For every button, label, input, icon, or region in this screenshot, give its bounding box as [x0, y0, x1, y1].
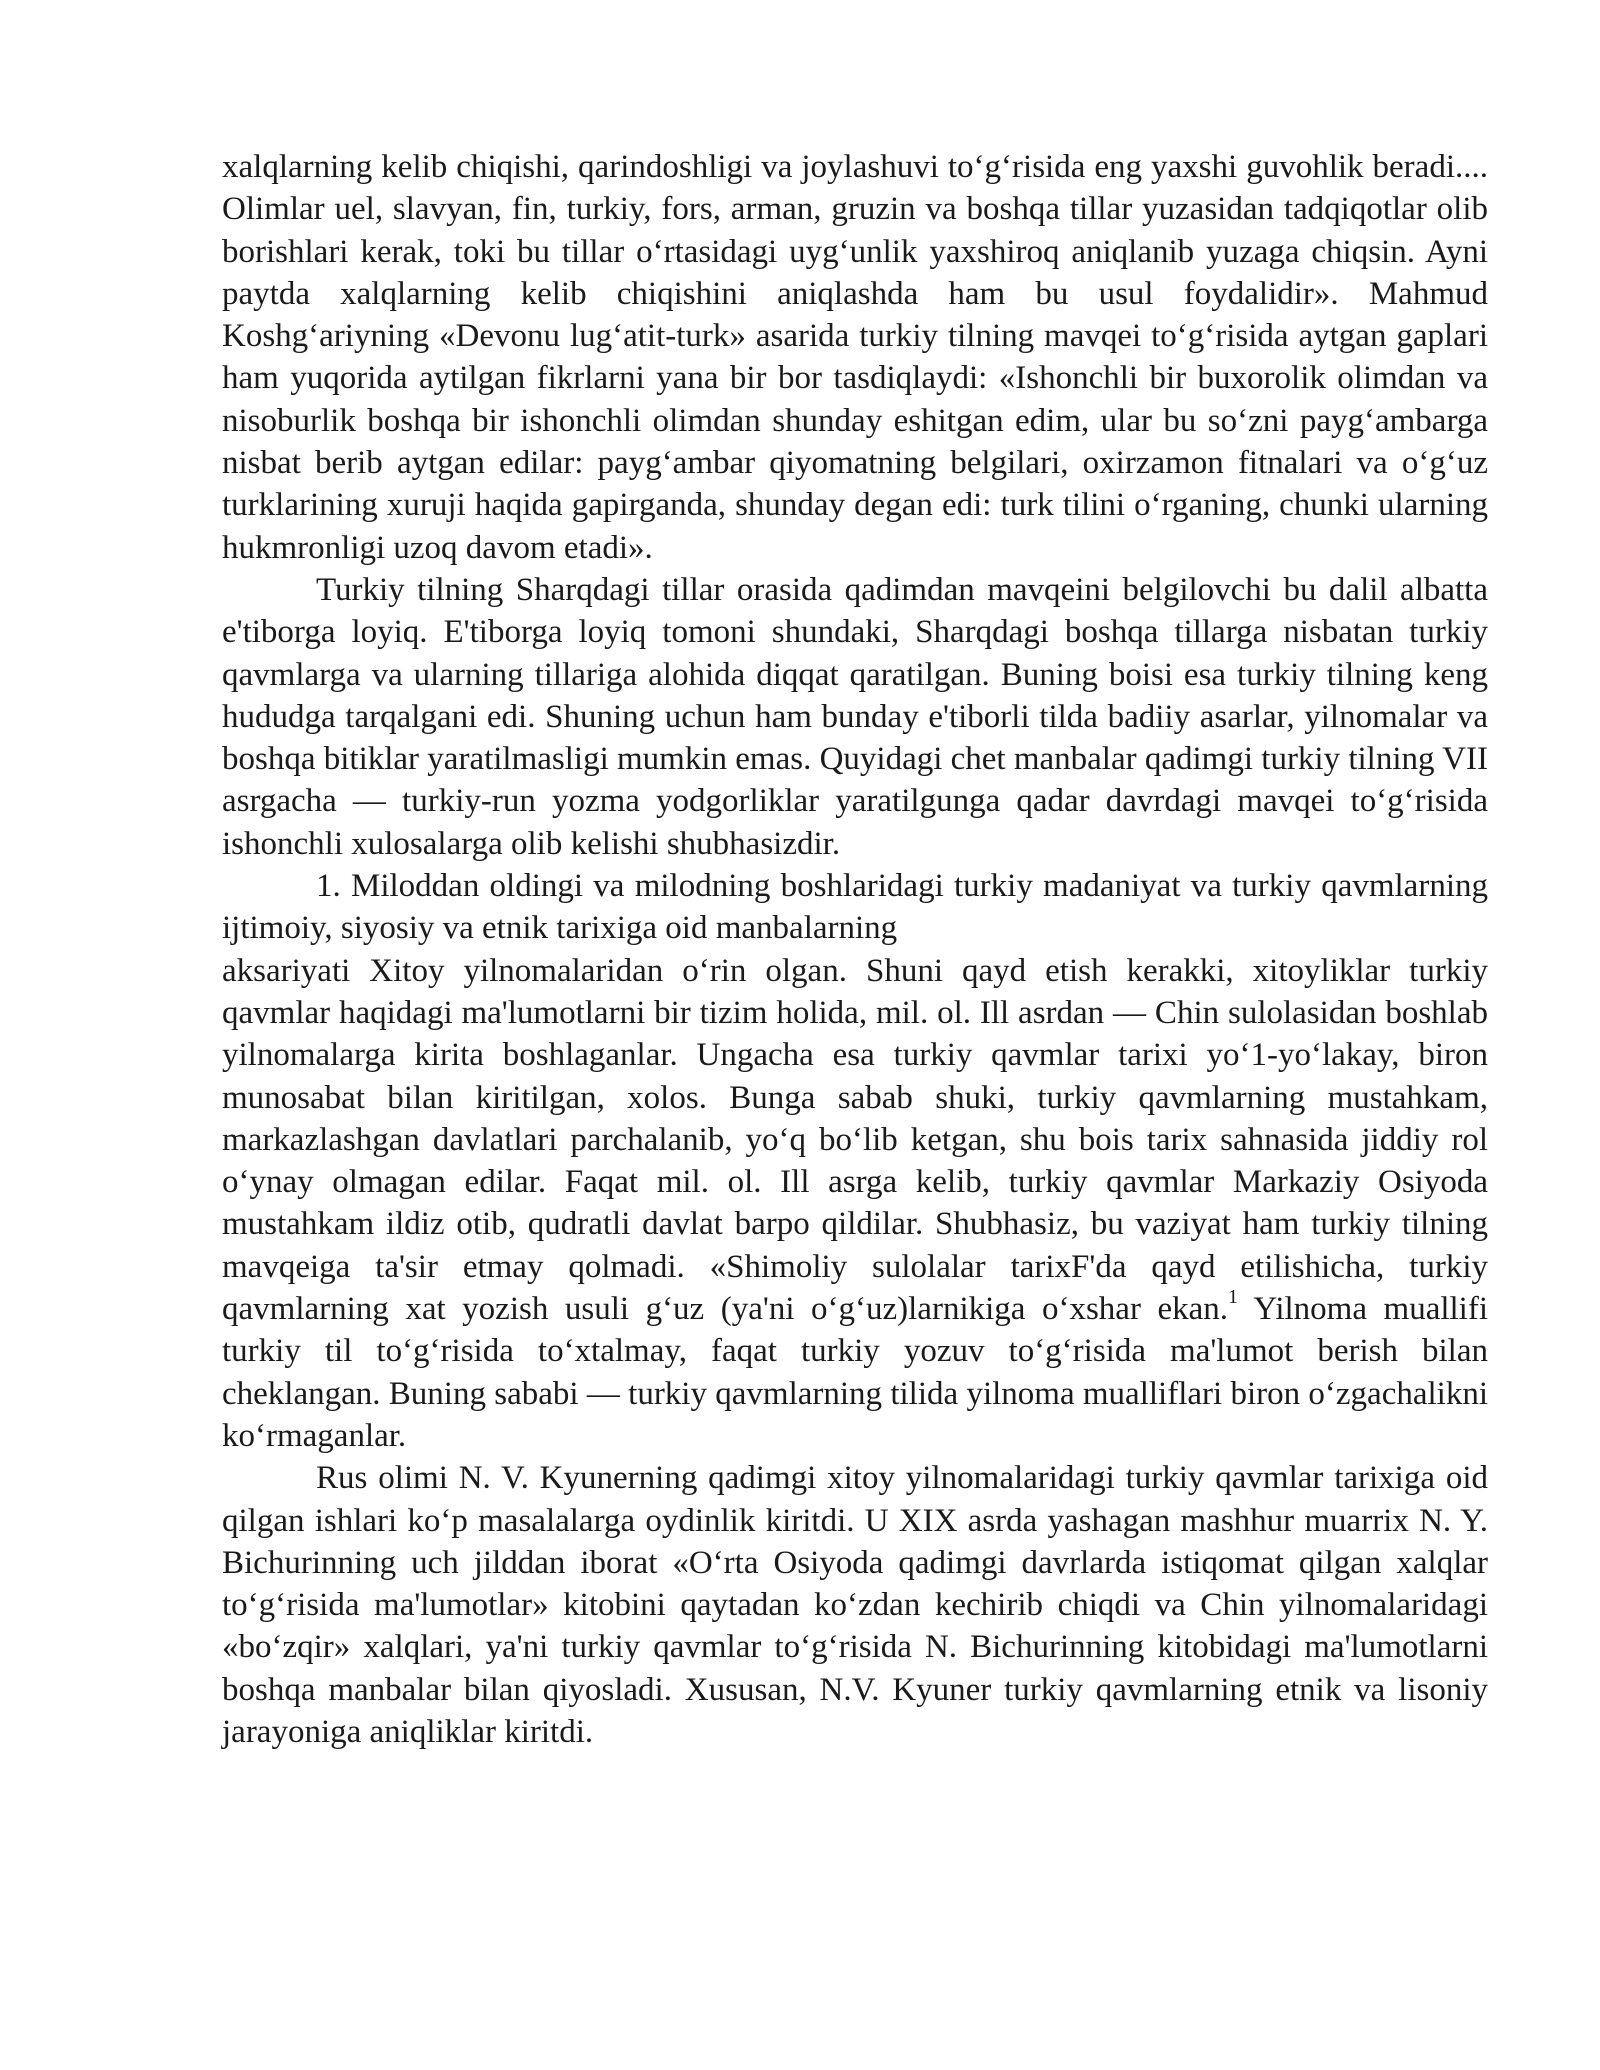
paragraph-4-text-part-1: aksariyati Xitoy yilnomalaridan o‘rin olgan. Shuni qayd etish kerakki, xitoyliklar turkiy qavmlar haqidagi ma'lumotlarni bir tizim holida, mil. ol. Ill asrdan — Chin sulolasidan boshlab yilnomalarga kirita boshlaganlar. Ungacha esa turkiy qavmlar tarixi yo‘1-yo‘lakay, biron munosabat bilan kiritilgan, xolos. Bunga sabab shuki, turkiy qavmlarning mustahkam, markazlashgan davlatlari parchalanib, yo‘q bo‘lib ketgan, shu bois tarix sahnasida jiddiy rol o‘ynay olmagan edilar. Faqat mil. ol. Ill asrga kelib, turkiy qavmlar Markaziy Osiyoda mustahkam ildiz otib, qudratli davlat barpo qildilar. Shubhasiz, bu vaziyat ham turkiy tilning mavqeiga ta'sir etmay qolmadi. «Shimoliy sulolalar tarixF'da qayd etilishicha, turkiy qavmlarning xat yozish usuli g‘uz (ya'ni o‘g‘uz)larnikiga o‘xshar ekan. [222, 952, 1488, 1328]
paragraph-3-list-item: 1. Miloddan oldingi va milodning boshlaridagi turkiy madaniyat va turkiy qavmlarning ijtimoiy, siyosiy va etnik tarixiga oid manbalarning [222, 868, 1488, 947]
paragraph-2: Turkiy tilning Sharqdagi tillar orasida qadimdan mavqeini belgilovchi bu dalil albatta e'tiborga loyiq. E'tiborga loyiq tomoni shundaki, Sharqdagi boshqa tillarga nisbatan turkiy qavmlarga va ularning tillariga alohida diqqat qaratilgan. Buning boisi esa turkiy tilning keng hududga tarqalgani edi. Shuning uchun ham bunday e'tiborli tilda badiiy asarlar, yilnomalar va boshqa bitiklar yaratilmasligi mumkin emas. Quyidagi chet manbalar qadimgi turkiy tilning VII asrgacha — turkiy-run yozma yodgorliklar yaratilgunga qadar davrdagi mavqei to‘g‘risida ishonchli xulosalarga olib kelishi shubhasizdir. [222, 571, 1488, 862]
body-text [222, 146, 1488, 1753]
paragraph-1: xalqlarning kelib chiqishi, qarindoshligi va joylashuvi to‘g‘risida eng yaxshi guvohlik beradi.... Olimlar uel, slavyan, fin, turkiy, fors, arman, gruzin va boshqa tillar yuzasidan tadqiqotlar olib borishlari kerak, toki bu tillar o‘rtasidagi uyg‘unlik yaxshiroq aniqlanib yuzaga chiqsin. Ayni paytda xalqlarning kelib chiqishini aniqlashda ham bu usul foydalidir». Mahmud Koshg‘ariyning «Devonu lug‘atit-turk» asarida turkiy tilning mavqei to‘g‘risida aytgan gaplari ham yuqorida aytilgan fikrlarni yana bir bor tasdiqlaydi: «Ishonchli bir buxorolik olimdan va nisoburlik boshqa bir ishonchli olimdan shunday eshitgan edim, ular bu so‘zni payg‘ambarga nisbat berib aytgan edilar: payg‘ambar qiyomatning belgilari, oxirzamon fitnalari va o‘g‘uz turklarining xuruji haqida gapirganda, shunday degan edi: turk tilini o‘rganing, chunki ularning hukmronligi uzoq davom etadi». [222, 149, 1488, 566]
paragraph-5: Rus olimi N. V. Kyunerning qadimgi xitoy yilnomalaridagi turkiy qavmlar tarixiga oid qilgan ishlari ko‘p masalalarga oydinlik kiritdi. U XIX asrda yashagan mashhur muarrix N. Y. Bichurinning uch jilddan iborat «O‘rta Osiyoda qadimgi davrlarda istiqomat qilgan xalqlar to‘g‘risida ma'lumotlar» kitobini qaytadan ko‘zdan kechirib chiqdi va Chin yilnomalaridagi «bo‘zqir» xalqlari, ya'ni turkiy qavmlar to‘g‘risida N. Bichurinning kitobidagi ma'lumotlarni boshqa manbalar bilan qiyosladi. Xususan, N.V. Kyuner turkiy qavmlarning etnik va lisoniy jarayoniga aniqliklar kiritdi. [222, 1460, 1488, 1750]
paragraph-4-text-part-2: Yilnoma muallifi turkiy til to‘g‘risida to‘xtalmay, faqat turkiy yozuv to‘g‘risida ma'lumot berish bilan cheklangan. Buning sababi — turkiy qavmlarning tilida yilnoma mualliflari biron o‘zgachalikni ko‘rmaganlar. [222, 1291, 1488, 1454]
paragraph-4 [222, 950, 1488, 1458]
footnote-reference: 1 [1228, 1286, 1239, 1309]
